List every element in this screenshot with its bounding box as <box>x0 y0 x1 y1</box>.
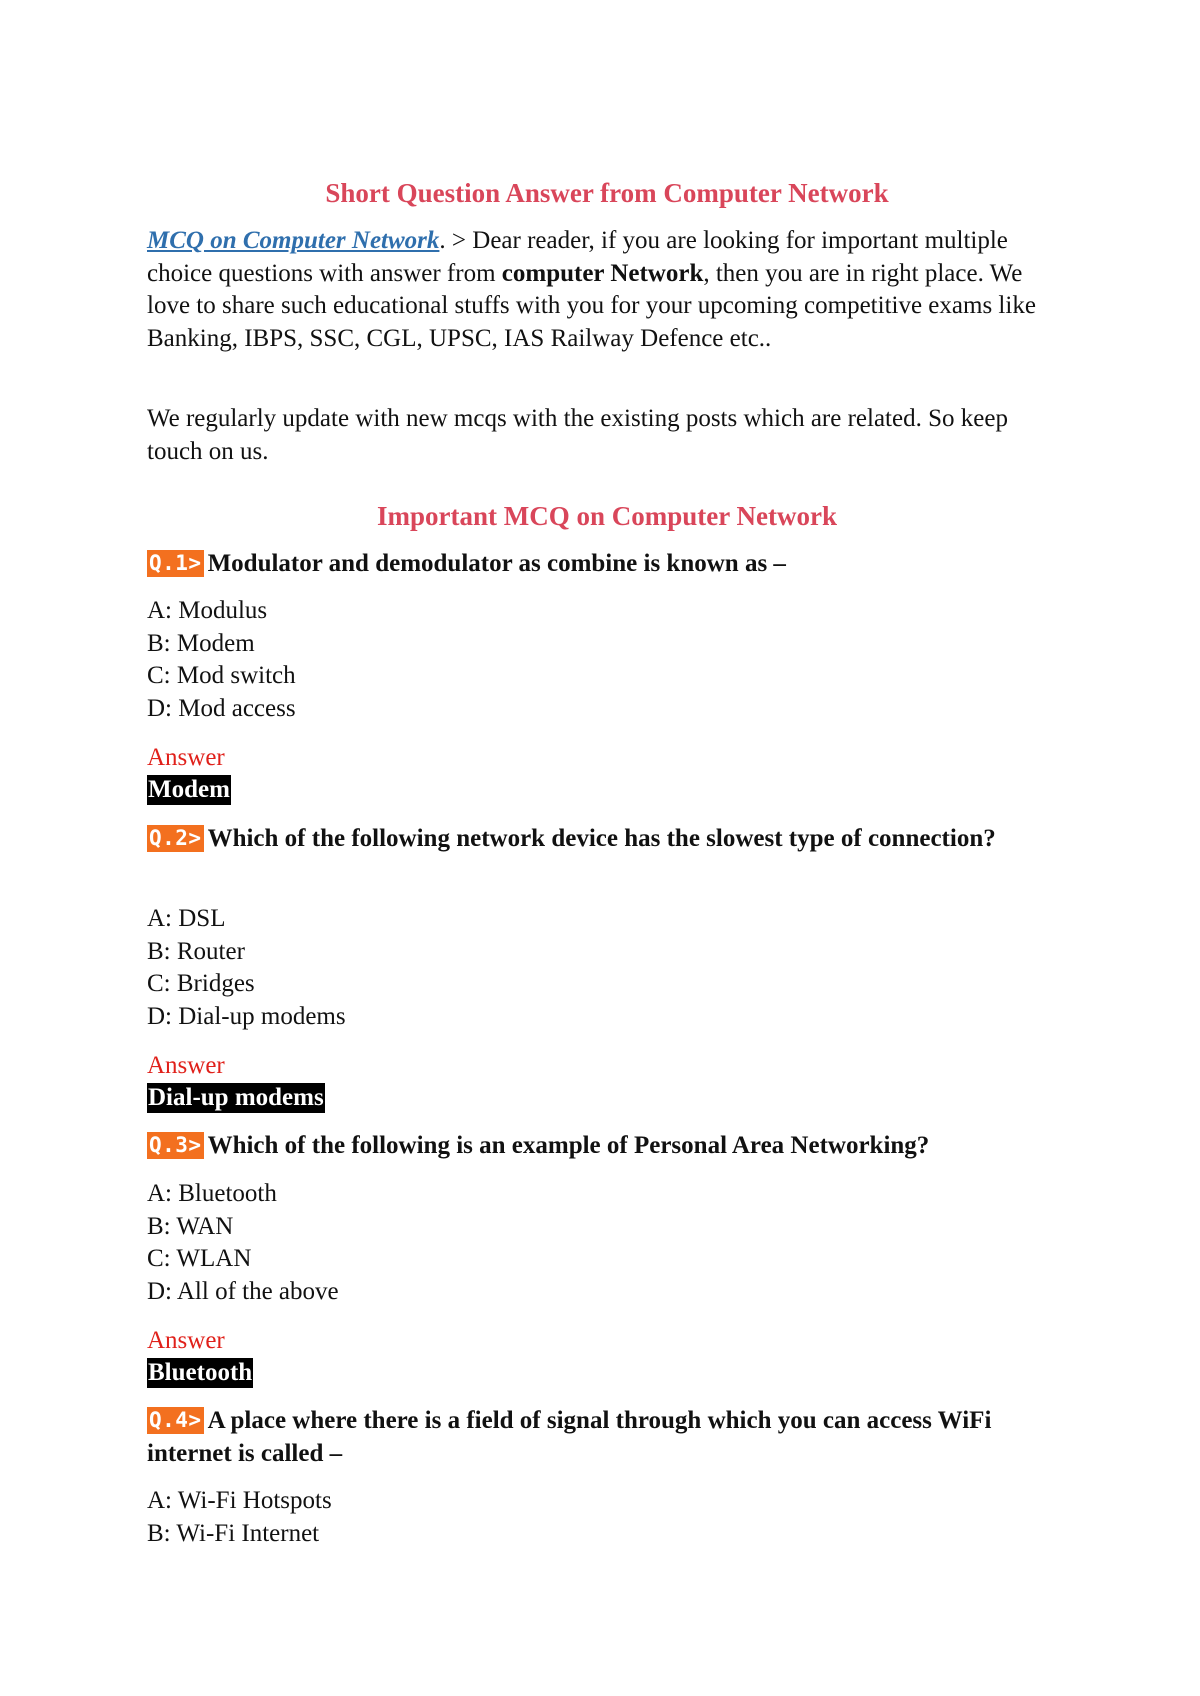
update-note: We regularly update with new mcqs with the existing posts which are related. So keep touch on us. <box>147 405 1008 465</box>
answer-label-3: Answer <box>147 1327 225 1354</box>
question-2 <box>147 823 1067 856</box>
options-list-2 <box>147 903 1067 1033</box>
option-a: A: Bluetooth <box>147 1180 277 1207</box>
question-number-badge: Q.2> <box>149 826 202 850</box>
answer-label-1: Answer <box>147 744 225 771</box>
question-text: A place where there is a field of signal through which you can access WiFi internet is called – <box>147 1407 992 1467</box>
question-text: Which of the following is an example of Personal Area Networking? <box>207 1132 930 1159</box>
options-list-4 <box>147 1485 1067 1550</box>
intro-bold-text: computer Network <box>501 259 704 287</box>
option-d: D: All of the above <box>147 1277 339 1305</box>
option-a: A: DSL <box>147 905 226 932</box>
answer-value-3: Bluetooth <box>148 1359 253 1386</box>
option-b: B: Router <box>147 937 245 965</box>
intro-text-part2: , then you are in right place. We love to share such educational stuffs with you for your upcoming competitive exams like Banking, IBPS, SSC, CGL, UPSC, IAS Railway Defence etc.. <box>147 259 1036 352</box>
options-list-1 <box>147 595 1067 725</box>
option-d: D: Dial-up modems <box>147 1002 346 1030</box>
answer-value-1: Modem <box>148 776 230 803</box>
intro-paragraph <box>147 225 1067 355</box>
option-a: A: Wi-Fi Hotspots <box>147 1487 332 1514</box>
options-list-3 <box>147 1178 1067 1308</box>
question-3 <box>147 1130 1067 1163</box>
option-a: A: Modulus <box>147 597 268 624</box>
option-b: B: Wi-Fi Internet <box>147 1519 320 1547</box>
answer-label-2: Answer <box>147 1052 225 1079</box>
question-number-badge: Q.3> <box>149 1133 202 1157</box>
question-4 <box>147 1405 1067 1470</box>
option-d: D: Mod access <box>147 694 296 722</box>
question-number-badge: Q.1> <box>149 551 202 575</box>
question-text: Which of the following network device has the slowest type of connection? <box>207 825 996 852</box>
intro-text-part1: . > Dear reader, if you are looking for important multiple choice questions with answer from <box>147 227 1008 287</box>
option-c: C: Mod switch <box>147 662 296 689</box>
question-number-badge: Q.4> <box>149 1408 202 1432</box>
question-text: Modulator and demodulator as combine is known as – <box>207 550 786 577</box>
answer-value-2: Dial-up modems <box>148 1084 324 1111</box>
option-b: B: Modem <box>147 629 255 657</box>
section-title: Important MCQ on Computer Network <box>377 501 837 531</box>
question-1 <box>147 548 1067 581</box>
option-c: C: Bridges <box>147 970 255 997</box>
option-b: B: WAN <box>147 1212 234 1240</box>
mcq-link[interactable]: MCQ on Computer Network <box>147 227 440 254</box>
page-title: Short Question Answer from Computer Network <box>325 178 889 208</box>
option-c: C: WLAN <box>147 1245 252 1272</box>
